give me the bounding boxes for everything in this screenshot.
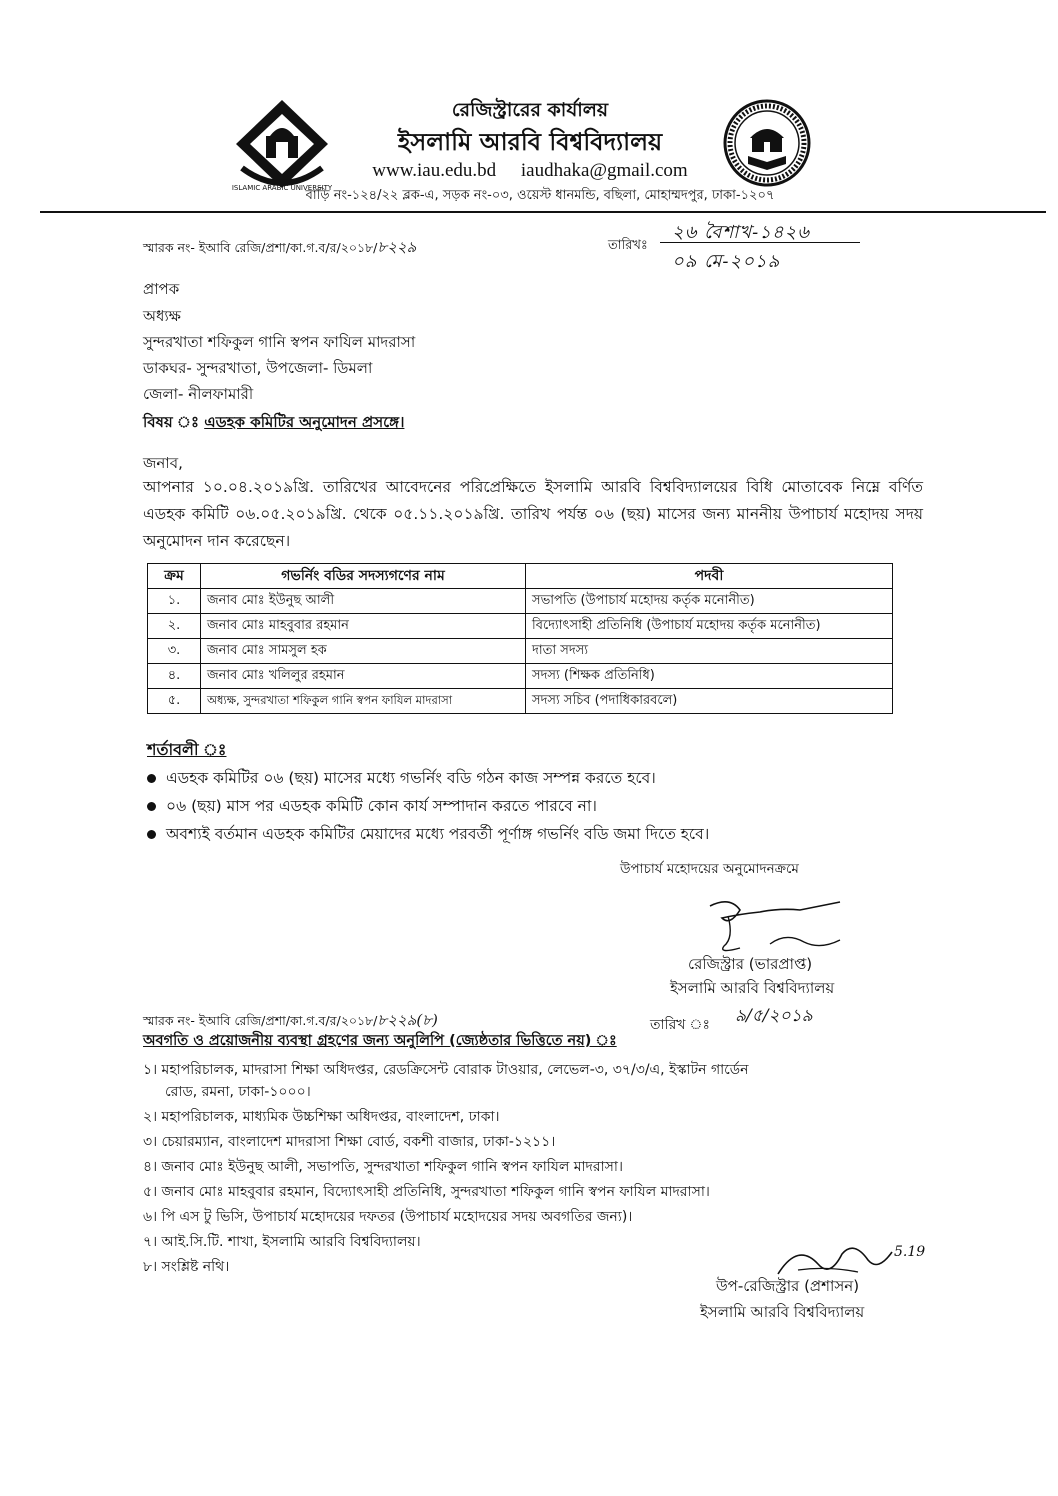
website-link[interactable]: www.iau.edu.bd (372, 160, 497, 181)
approval-note: উপাচার্য মহোদয়ের অনুমোদনক্রমে (620, 861, 799, 877)
copy-item: ৫। জনাব মোঃ মাহবুবার রহমান, বিদ্যোৎসাহী প্রতিনিধি, সুন্দরখাতা শফিকুল গানি স্বপন ফাযিল মাদরাসা। (143, 1184, 710, 1200)
date-label: তারিখঃ (608, 238, 648, 253)
office-name: রেজিস্ট্রারের কার্যালয় (451, 99, 609, 121)
deputy-registrar-org: ইসলামি আরবি বিশ্ববিদ্যালয় (700, 1303, 865, 1321)
table-header-row (148, 564, 893, 589)
table-row (148, 639, 893, 664)
subject-label: বিষয় ঃ (143, 413, 199, 431)
row-name: জনাব মোঃ মাহবুবার রহমান (201, 614, 526, 639)
registrar-title: রেজিস্ট্রার (ভারপ্রাপ্ত) (688, 955, 813, 973)
recipient-line-4: জেলা- নীলফামারী (143, 385, 254, 403)
copy-item: ৩। চেয়ারম্যান, বাংলাদেশ মাদরাসা শিক্ষা বোর্ড, বকশী বাজার, ঢাকা-১২১১। (143, 1134, 556, 1150)
recipient-line-2: সুন্দরখাতা শফিকুল গানি স্বপন ফাযিল মাদরাসা (143, 333, 416, 351)
copy-item: ৮। সংশ্লিষ্ট নথি। (143, 1259, 230, 1275)
row-post: সদস্য সচিব (পদাধিকারবলে) (526, 689, 893, 714)
copy-item: ৬। পি এস টু ভিসি, উপাচার্য মহোদয়ের দফতর (উপাচার্য মহোদয়ের সদয় অবগতির জন্য)। (143, 1209, 633, 1225)
memo2-date-label: তারিখ ঃ (650, 1017, 710, 1033)
condition-text: অবশ্যই বর্তমান এডহক কমিটির মেয়াদের মধ্যে পরবর্তী পূর্ণাঙ্গ গভর্নিং বডি জমা দিতে হবে। (166, 825, 710, 843)
memo2-number-prefix: স্মারক নং- ইআবি রেজি/প্রশা/কা.গ.ব/র/২০১৮/ (143, 1013, 378, 1028)
date-bangla-handwritten: ২৬ বৈশাখ-১৪২৬ (672, 222, 810, 243)
copy-item: ২। মহাপরিচালক, মাধ্যমিক উচ্চশিক্ষা অধিদপ্তর, বাংলাদেশ, ঢাকা। (143, 1109, 500, 1125)
row-serial: ৩. (148, 639, 201, 664)
condition-text: ০৬ (ছয়) মাস পর এডহক কমিটি কোন কার্য সম্পাদান করতে পারবে না। (166, 797, 597, 815)
memo2-date-handwritten: ৯/৫/২০১৯ (735, 1006, 813, 1026)
memo-number (143, 236, 416, 261)
memo2-number-handwritten: ৮২২৯(৮) (377, 1011, 438, 1029)
condition-text: এডহক কমিটির ০৬ (ছয়) মাসের মধ্যে গভর্নিং বডি গঠন কাজ সম্পন্ন করতে হবে। (166, 769, 656, 787)
row-post: সভাপতি (উপাচার্য মহোদয় কর্তৃক মনোনীত) (526, 589, 893, 614)
row-post: দাতা সদস্য (526, 639, 893, 664)
copy-item: ৪। জনাব মোঃ ইউনুছ আলী, সভাপতি, সুন্দরখাতা শফিকুল গানি স্বপন ফাযিল মাদরাসা। (143, 1159, 623, 1175)
row-serial: ১. (148, 589, 201, 614)
logo-text: ISLAMIC ARABIC UNIVERSITY (232, 184, 332, 192)
row-name: অধ্যক্ষ, সুন্দরখাতা শফিকুল গানি স্বপন ফাযিল মাদরাসা (201, 689, 526, 714)
conditions-title: শর্তাবলী ঃ (147, 740, 227, 759)
copy-item: ৭। আই.সি.টি. শাখা, ইসলামি আরবি বিশ্ববিদ্যালয়। (143, 1234, 421, 1250)
header-serial: ক্রম (148, 564, 201, 589)
web-contact (300, 160, 760, 182)
recipient-label: প্রাপক (143, 280, 180, 298)
recipient-line-3: ডাকঘর- সুন্দরখাতা, উপজেলা- ডিমলা (143, 359, 373, 377)
row-serial: ২. (148, 614, 201, 639)
subject-line (143, 411, 404, 436)
date-divider (660, 242, 860, 243)
table-row (148, 664, 893, 689)
table-row (148, 589, 893, 614)
row-name: জনাব মোঃ খলিলুর রহমান (201, 664, 526, 689)
date-english-handwritten: ০৯ মে-২০১৯ (672, 251, 781, 272)
governing-body-table (147, 563, 893, 714)
header-name: গভর্নিং বডির সদস্যগণের নাম (201, 564, 526, 589)
row-name: জনাব মোঃ সামসুল হক (201, 639, 526, 664)
salutation: জনাব, (143, 454, 183, 472)
table-row (148, 614, 893, 639)
row-post: সদস্য (শিক্ষক প্রতিনিধি) (526, 664, 893, 689)
header-post: পদবী (526, 564, 893, 589)
bullet-icon (147, 802, 156, 811)
email-link[interactable]: iaudhaka@gmail.com (520, 160, 688, 181)
svg-text:5.19: 5.19 (894, 1244, 926, 1260)
bullet-icon (147, 774, 156, 783)
condition-item (147, 766, 656, 792)
subject-text: এডহক কমিটির অনুমোদন প্রসঙ্গে। (204, 413, 405, 431)
deputy-registrar-title: উপ-রেজিস্ট্রার (প্রশাসন) (716, 1277, 860, 1295)
registrar-signature (700, 888, 850, 958)
office-address: বাড়ি নং-১২৪/২২ ব্লক-এ, সড়ক নং-০৩, ওয়েস্ট ধানমন্ডি, বছিলা, মোহাম্মদপুর, ঢাকা-১২০৭ (305, 188, 775, 203)
copy-item: ১। মহাপরিচালক, মাদরাসা শিক্ষা অধিদপ্তর, রেডক্রিসেন্ট বোরাক টাওয়ার, লেভেল-৩, ৩৭/৩/এ, ইস্কাটন গার্ডেন (143, 1062, 749, 1078)
body-paragraph: আপনার ১০.০৪.২০১৯খ্রি. তারিখের আবেদনের পরিপ্রেক্ষিতে ইসলামি আরবি বিশ্ববিদ্যালয়ের বিধি মোতাবেক নিম্নে বর্ণিত এডহক কমিটি ০৬.০৫.২০১৯খ্রি. থেকে ০৫.১১.২০১৯খ্রি. তারিখ পর্যন্ত ০৬ (ছয়) মাসের জন্য মাননীয় উপাচার্য মহোদয় সদয় অনুমোদন দান করেছেন। (143, 478, 923, 550)
row-name: জনাব মোঃ ইউনুছ আলী (201, 589, 526, 614)
registrar-org: ইসলামি আরবি বিশ্ববিদ্যালয় (670, 979, 835, 997)
memo-number-prefix: স্মারক নং- ইআবি রেজি/প্রশা/কা.গ.ব/র/২০১৮/ (143, 240, 378, 255)
header-divider (40, 211, 1046, 213)
table-row (148, 689, 893, 714)
memo-number-handwritten: ৮২২৯ (377, 238, 417, 256)
university-name: ইসলামি আরবি বিশ্ববিদ্যালয় (397, 128, 663, 156)
row-serial: ৫. (148, 689, 201, 714)
recipient-line-1: অধ্যক্ষ (143, 307, 181, 325)
copy-to-title: অবগতি ও প্রয়োজনীয় ব্যবস্থা গ্রহণের জন্য অনুলিপি (জ্যেষ্ঠতার ভিত্তিতে নয়) ঃ (143, 1033, 617, 1049)
condition-item (147, 822, 709, 848)
copy-item: রোড, রমনা, ঢাকা-১০০০। (165, 1084, 311, 1100)
row-post: বিদ্যোৎসাহী প্রতিনিধি (উপাচার্য মহোদয় কর্তৃক মনোনীত) (526, 614, 893, 639)
row-serial: ৪. (148, 664, 201, 689)
bullet-icon (147, 830, 156, 839)
condition-item (147, 794, 597, 820)
